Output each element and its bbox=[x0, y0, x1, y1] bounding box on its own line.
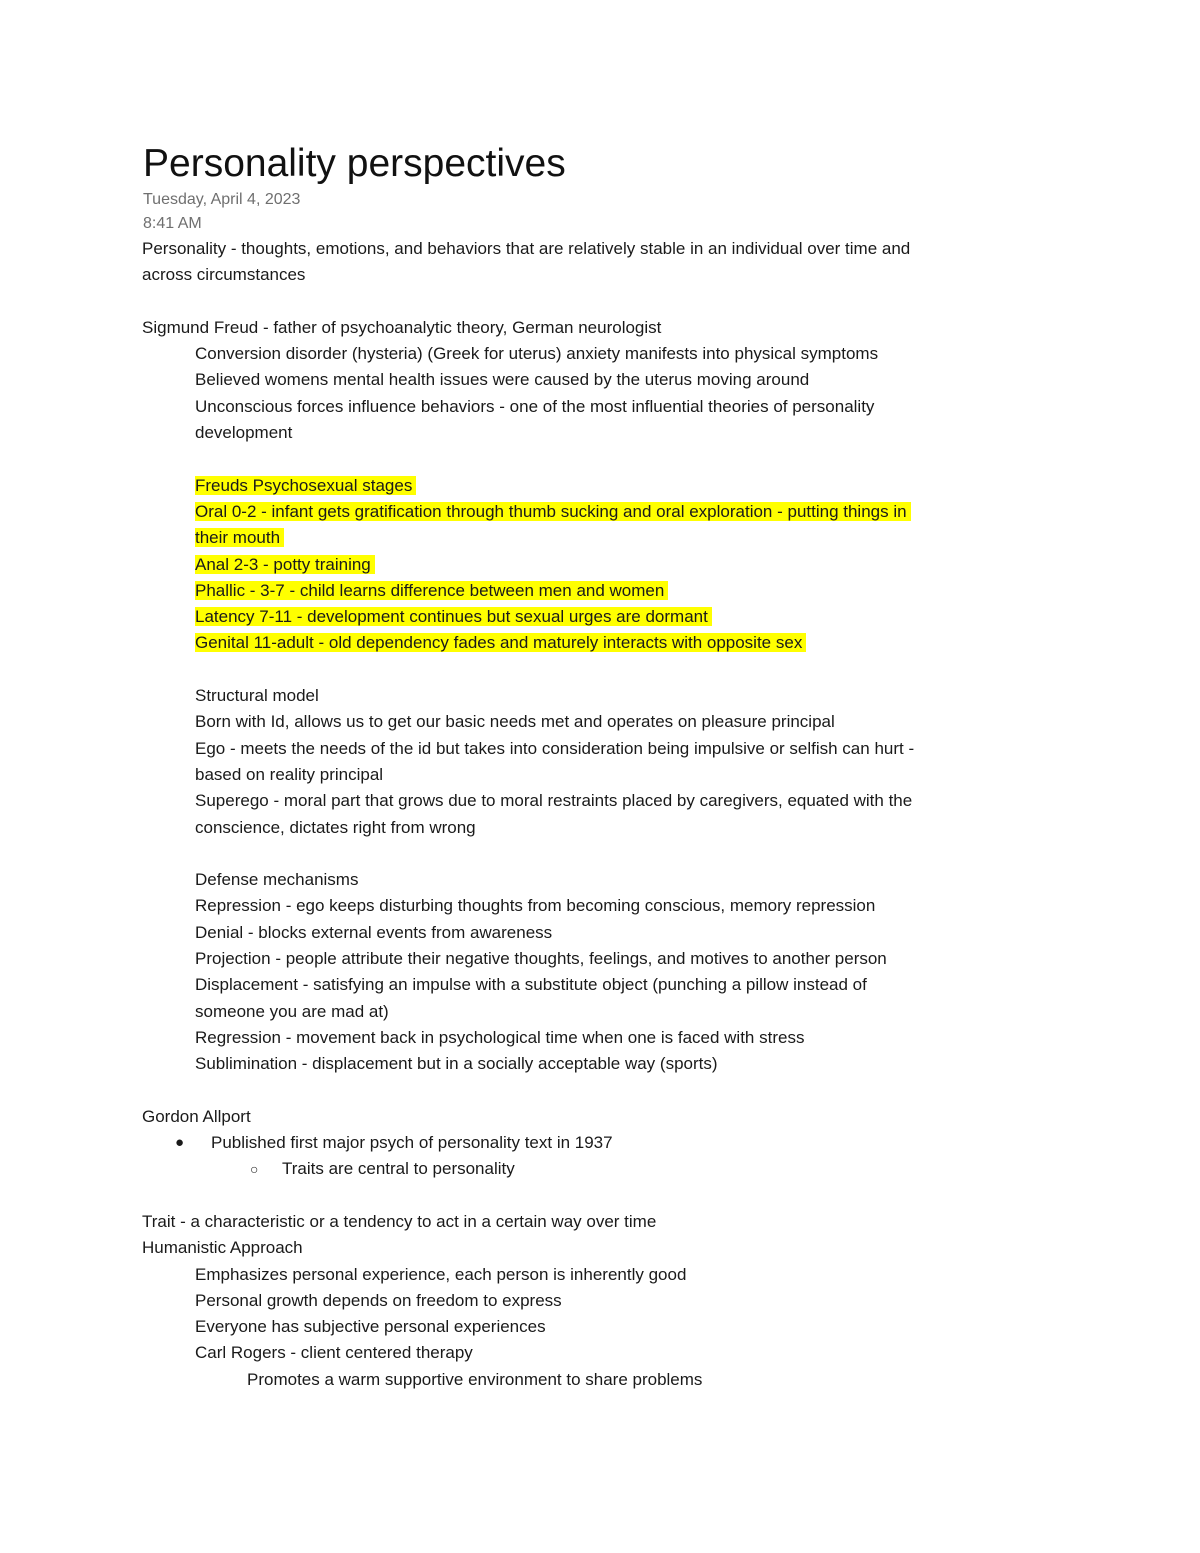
note-time: 8:41 AM bbox=[143, 215, 202, 232]
note-line: across circumstances bbox=[142, 265, 306, 285]
bullet-list-item: ○ Traits are central to personality bbox=[0, 1156, 1200, 1182]
note-line: Conversion disorder (hysteria) (Greek for uterus) anxiety manifests into physical symptoms bbox=[195, 344, 879, 364]
blank-line bbox=[0, 1183, 1200, 1209]
highlighted-line: Oral 0-2 - infant gets gratification through thumb sucking and oral exploration - putting things in bbox=[0, 499, 1200, 525]
blank-line bbox=[0, 1078, 1200, 1104]
note-line: Emphasizes personal experience, each person is inherently good bbox=[195, 1264, 687, 1284]
blank-line bbox=[0, 657, 1200, 683]
note-line: Ego - meets the needs of the id but takes into consideration being impulsive or selfish can hurt - bbox=[195, 738, 915, 758]
note-line: Personal growth depends on freedom to express bbox=[195, 1290, 562, 1310]
highlighted-line: Genital 11-adult - old dependency fades and maturely interacts with opposite sex bbox=[0, 630, 1200, 656]
note-line: Repression - ego keeps disturbing thoughts from becoming conscious, memory repression bbox=[195, 896, 876, 916]
note-date: Tuesday, April 4, 2023 bbox=[143, 191, 301, 208]
blank-line bbox=[0, 289, 1200, 315]
blank-line bbox=[0, 446, 1200, 472]
note-line: Believed womens mental health issues were caused by the uterus moving around bbox=[195, 370, 810, 390]
highlighted-line: Anal 2-3 - potty training bbox=[0, 552, 1200, 578]
highlighted-line: Latency 7-11 - development continues but sexual urges are dormant bbox=[0, 604, 1200, 630]
note-line: development bbox=[195, 423, 293, 443]
note-line: Denial - blocks external events from awareness bbox=[195, 922, 553, 942]
highlighted-line: their mouth bbox=[0, 525, 1200, 551]
filled-circle-bullet-icon: ● bbox=[175, 1134, 185, 1152]
blank-line bbox=[0, 841, 1200, 867]
note-line: Born with Id, allows us to get our basic needs met and operates on pleasure principal bbox=[195, 712, 835, 732]
highlighted-line: Phallic - 3-7 - child learns difference between men and women bbox=[0, 578, 1200, 604]
note-line: based on reality principal bbox=[195, 764, 384, 784]
note-line: Gordon Allport bbox=[142, 1106, 251, 1126]
bullet-list-item: ● Published first major psych of personality text in 1937 bbox=[0, 1130, 1200, 1156]
note-line: Humanistic Approach bbox=[142, 1238, 303, 1258]
note-line: Everyone has subjective personal experiences bbox=[195, 1317, 546, 1337]
note-line: Superego - moral part that grows due to moral restraints placed by caregivers, equated with the bbox=[195, 791, 913, 811]
note-line: Defense mechanisms bbox=[195, 870, 359, 890]
note-line: Displacement - satisfying an impulse with a substitute object (punching a pillow instead of bbox=[195, 975, 867, 995]
highlighted-line: Freuds Psychosexual stages bbox=[0, 473, 1200, 499]
note-line: Sublimination - displacement but in a socially acceptable way (sports) bbox=[195, 1054, 718, 1074]
note-line: Structural model bbox=[195, 686, 319, 706]
note-line: someone you are mad at) bbox=[195, 1001, 389, 1021]
page-title: Personality perspectives bbox=[143, 142, 566, 185]
note-body bbox=[0, 236, 1200, 1393]
note-line: Regression - movement back in psychological time when one is faced with stress bbox=[195, 1027, 805, 1047]
hollow-circle-bullet-icon: ○ bbox=[250, 1161, 259, 1178]
note-line: Trait - a characteristic or a tendency to act in a certain way over time bbox=[142, 1211, 657, 1231]
note-line: Sigmund Freud - father of psychoanalytic theory, German neurologist bbox=[142, 317, 662, 337]
note-line: Promotes a warm supportive environment to share problems bbox=[247, 1369, 703, 1389]
note-line: Projection - people attribute their negative thoughts, feelings, and motives to another person bbox=[195, 949, 887, 969]
note-line: Carl Rogers - client centered therapy bbox=[195, 1343, 473, 1363]
note-line: Unconscious forces influence behaviors - one of the most influential theories of personality bbox=[195, 396, 875, 416]
note-line: conscience, dictates right from wrong bbox=[195, 817, 476, 837]
note-line: Personality - thoughts, emotions, and behaviors that are relatively stable in an individual over time and bbox=[142, 239, 911, 258]
